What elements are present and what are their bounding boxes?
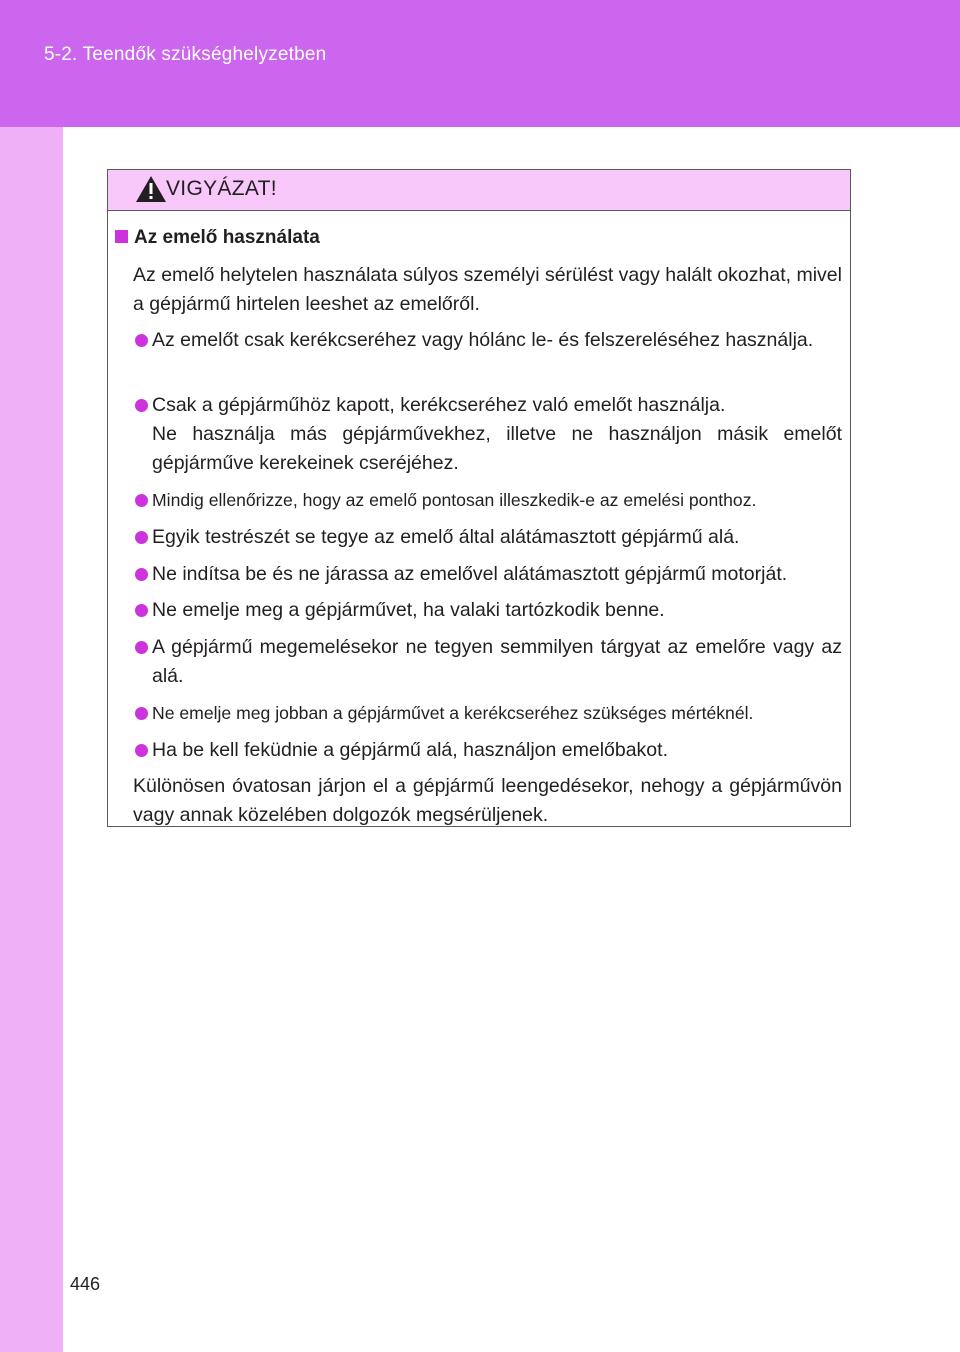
bullet-text: Ne emelje meg jobban a gépjárművet a kerékcseréhez szükséges mértéknél. — [152, 703, 754, 723]
warning-title: VIGYÁZAT! — [166, 177, 277, 200]
warning-header — [108, 170, 850, 211]
circle-bullet-icon — [135, 604, 148, 617]
circle-bullet-icon — [135, 531, 148, 544]
bullet-text: Csak a gépjárműhöz kapott, kerékcseréhez való emelőt használja. — [152, 394, 726, 416]
bullet-item — [135, 699, 842, 728]
warning-triangle-icon — [134, 174, 168, 204]
bullet-item — [135, 486, 842, 515]
circle-bullet-icon — [135, 707, 148, 720]
circle-bullet-icon — [135, 334, 148, 347]
intro-paragraph: Az emelő helytelen használata súlyos személyi sérülést vagy halált okozhat, mivel a gépjármű hirtelen leeshet az emelőről. — [133, 264, 842, 315]
bullet-text: Mindig ellenőrizze, hogy az emelő pontosan illeszkedik-e az emelési ponthoz. — [152, 490, 757, 510]
warning-box — [107, 169, 851, 827]
page-number: 446 — [70, 1274, 101, 1294]
circle-bullet-icon — [135, 494, 148, 507]
bullet-text: Ne indítsa be és ne járassa az emelővel alátámasztott gépjármű motorját. — [152, 563, 788, 585]
bullet-item — [135, 633, 842, 691]
left-margin-band — [0, 127, 63, 1352]
bullet-text: A gépjármű megemelésekor ne tegyen semmilyen tárgyat az emelőre vagy az alá. — [152, 636, 842, 687]
bullet-item — [135, 736, 842, 765]
warning-subheading — [115, 227, 320, 249]
circle-bullet-icon — [135, 568, 148, 581]
section-title: 5-2. Teendők szükséghelyzetben — [44, 44, 327, 65]
bullet-item — [135, 523, 842, 552]
circle-bullet-icon — [135, 641, 148, 654]
bullet-item — [135, 391, 842, 478]
header-band — [0, 0, 960, 127]
bullet-item — [135, 326, 842, 355]
square-bullet-icon — [115, 230, 128, 243]
bullet-text: Ha be kell feküdnie a gépjármű alá, használjon emelőbakot. — [152, 739, 668, 761]
bullet-text: Egyik testrészét se tegye az emelő által alátámasztott gépjármű alá. — [152, 526, 740, 548]
bullet-item — [135, 560, 842, 589]
subheading-text: Az emelő használata — [134, 227, 320, 248]
bullet-text: Az emelőt csak kerékcseréhez vagy hólánc le- és felszereléséhez használja. — [152, 329, 814, 351]
bullet-item — [135, 596, 842, 625]
bullet-text-continued: Ne használja más gépjárművekhez, illetve ne használjon másik emelőt gépjárműve kerekeinek cseréjéhez. — [152, 423, 842, 474]
closing-paragraph: Különösen óvatosan járjon el a gépjármű leengedésekor, nehogy a gépjárművön vagy annak közelében dolgozók megsérüljenek. — [133, 775, 842, 826]
circle-bullet-icon — [135, 399, 148, 412]
bullet-text: Ne emelje meg a gépjárművet, ha valaki tartózkodik benne. — [152, 599, 665, 621]
circle-bullet-icon — [135, 744, 148, 757]
